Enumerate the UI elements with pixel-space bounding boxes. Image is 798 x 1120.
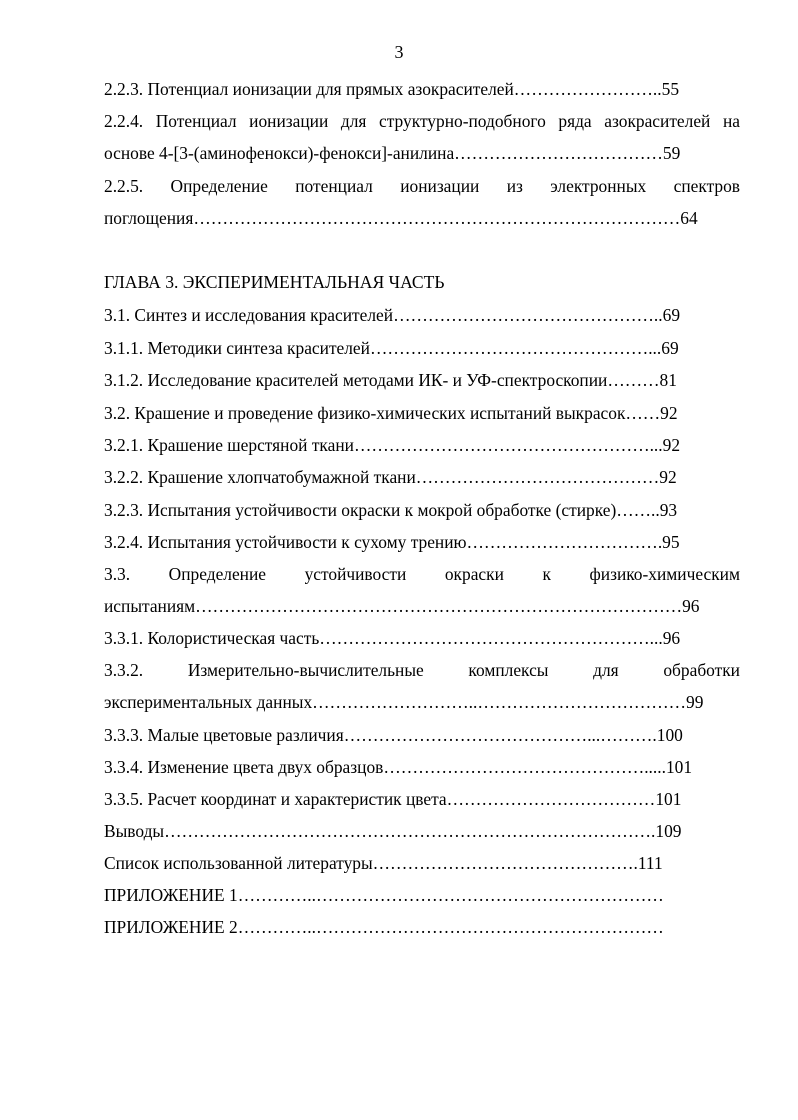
toc-entry-3-3-3: 3.3.3. Малые цветовые различия……………………………………...……….100 bbox=[104, 725, 683, 745]
page-number: 3 bbox=[394, 42, 404, 62]
toc-entry-3-2-3: 3.2.3. Испытания устойчивости окраски к мокрой обработке (стирке)……..93 bbox=[104, 500, 678, 520]
toc-entry-3-2-2: 3.2.2. Крашение хлопчатобумажной ткани……………………………………92 bbox=[104, 467, 677, 487]
toc-entry-3-3-line1: 3.3. Определение устойчивости окраски к физико-химическим bbox=[104, 564, 740, 584]
chapter-3-heading: ГЛАВА 3. ЭКСПЕРИМЕНТАЛЬНАЯ ЧАСТЬ bbox=[104, 272, 445, 292]
toc-entry-references: Список использованной литературы……………………………………….111 bbox=[104, 853, 663, 873]
toc-entry-3-3-2-line1: 3.3.2. Измерительно-вычислительные комплексы для обработки bbox=[104, 660, 740, 680]
toc-entry-3-2: 3.2. Крашение и проведение физико-химических испытаний выкрасок……92 bbox=[104, 403, 678, 423]
toc-entry-conclusions: Выводы………………………………………………………………………….109 bbox=[104, 821, 682, 841]
toc-entry-3-3-line2: испытаниям…………………………………………………………………………96 bbox=[104, 596, 700, 616]
toc-entry-3-3-1: 3.3.1. Колористическая часть…………………………………………………...96 bbox=[104, 628, 681, 648]
toc-entry-2-2-4-line1: 2.2.4. Потенциал ионизации для структурно-подобного ряда азокрасителей на bbox=[104, 111, 740, 131]
toc-entry-2-2-5-line1: 2.2.5. Определение потенциал ионизации из электронных спектров bbox=[104, 176, 740, 196]
toc-entry-3-3-5: 3.3.5. Расчет координат и характеристик цвета………………………………101 bbox=[104, 789, 682, 809]
toc-entry-2-2-5-line2: поглощения…………………………………………………………………………64 bbox=[104, 208, 698, 228]
toc-entry-2-2-3: 2.2.3. Потенциал ионизации для прямых азокрасителей……………………..55 bbox=[104, 79, 680, 99]
toc-entry-3-2-4: 3.2.4. Испытания устойчивости к сухому трению…………………………….95 bbox=[104, 532, 680, 552]
toc-entry-3-1-1: 3.1.1. Методики синтеза красителей…………………………………………...69 bbox=[104, 338, 679, 358]
toc-entry-3-3-4: 3.3.4. Изменение цвета двух образцов……………………………………….....101 bbox=[104, 757, 693, 777]
toc-entry-3-2-1: 3.2.1. Крашение шерстяной ткани……………………………………………...92 bbox=[104, 435, 681, 455]
toc-entry-2-2-4-line2: основе 4-[3-(аминофенокси)-фенокси]-анилина………………………………59 bbox=[104, 143, 681, 163]
toc-entry-3-3-2-line2: экспериментальных данных………………………..………………………………99 bbox=[104, 692, 704, 712]
toc-entry-3-1-2: 3.1.2. Исследование красителей методами ИК- и УФ-спектроскопии………81 bbox=[104, 370, 677, 390]
toc-entry-appendix-2: ПРИЛОЖЕНИЕ 2…………..…………………………………………………… bbox=[104, 917, 664, 937]
toc-entry-3-1: 3.1. Синтез и исследования красителей………………………………………..69 bbox=[104, 305, 681, 325]
toc-entry-appendix-1: ПРИЛОЖЕНИЕ 1…………..…………………………………………………… bbox=[104, 885, 664, 905]
